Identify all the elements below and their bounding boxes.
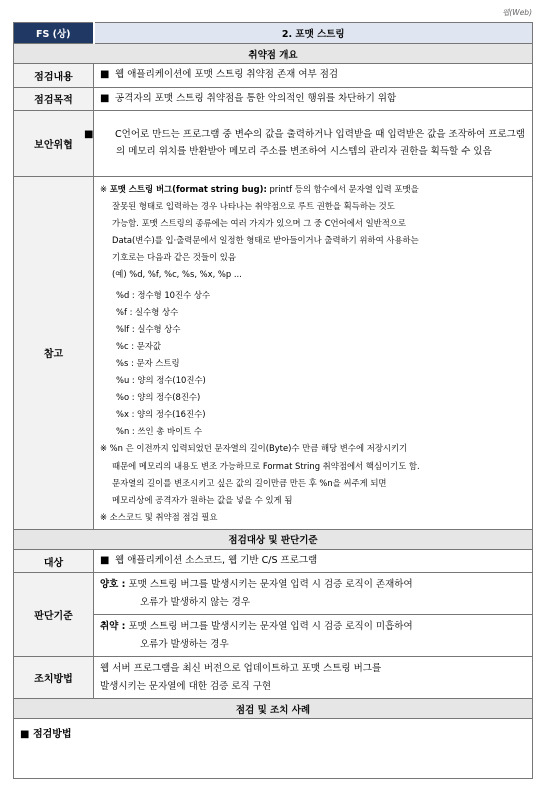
reference-cell <box>94 177 533 530</box>
content-label: 점검내용 <box>14 64 94 88</box>
format-specifier: %n : 쓰인 총 바이트 수 <box>116 426 203 437</box>
format-specifier: %c : 문자값 <box>116 340 161 351</box>
severity-code: FS (상) <box>14 23 94 44</box>
vulnerability-table <box>13 22 533 779</box>
format-specifier: %s : 문자 스트링 <box>116 357 180 368</box>
bullet-square-icon: ■ <box>100 92 110 104</box>
reference-note-line: ※ %n 은 이전까지 입력되었던 문자열의 길이(Byte)수 만큼 해당 변수에 저장시키기 <box>100 443 408 454</box>
reference-term: 포맷 스트링 버그(format string bug): <box>109 184 267 194</box>
reference-intro-line: 가능함. 포맷 스트링의 종류에는 여러 가지가 있으며 그 중 C언어에서 일반적으로 <box>112 218 407 229</box>
note-mark: ※ <box>100 184 110 194</box>
judgement-label: 판단기준 <box>14 573 94 657</box>
reference-intro-line: Data(변수)를 입·출력문에서 일정한 형태로 받아들이거나 출력하기 위하여 사용하는 <box>112 235 419 246</box>
reference-note-line: 메모리상에 공격자가 원하는 값을 넣을 수 있게 됨 <box>112 494 293 505</box>
reference-label: 참고 <box>14 177 94 530</box>
bullet-square-icon: ■ <box>20 729 30 741</box>
section-criteria: 점검대상 및 판단기준 <box>14 529 533 549</box>
target-text: 웹 애플리케이션 소스코드, 웹 기반 C/S 프로그램 <box>115 554 318 566</box>
action-label: 조치방법 <box>14 657 94 699</box>
judgement-good <box>94 573 533 615</box>
action-cell <box>94 657 533 699</box>
bullet-square-icon: ■ <box>84 129 94 140</box>
purpose-text: 공격자의 포맷 스트링 취약점을 통한 악의적인 행위를 차단하기 위함 <box>115 92 397 104</box>
purpose-cell <box>94 87 533 111</box>
judgement-bad <box>94 615 533 657</box>
good-text-cont: 오류가 발생하지 않는 경우 <box>140 596 251 608</box>
target-cell <box>94 549 533 573</box>
format-specifier: %o : 양의 정수(8진수) <box>116 392 201 403</box>
bad-text: 포맷 스트링 버그를 발생시키는 문자열 입력 시 검증 로직이 미흡하여 <box>125 621 413 633</box>
reference-last-line: ※ 소스코드 및 취약점 점검 필요 <box>100 511 218 522</box>
bullet-square-icon: ■ <box>100 554 110 566</box>
format-specifier: %f : 실수형 상수 <box>116 306 179 317</box>
page-tag: 웹(Web) <box>502 8 532 17</box>
format-specifier: %lf : 실수형 상수 <box>116 323 181 334</box>
threat-text: C언어로 만드는 프로그램 중 변수의 값을 출력하거나 입력받을 때 입력받은 값을 조작하여 프로그램의 메모리 위치를 반환받아 메모리 주소를 변조하여 시스템의 관리자 권한을 획득할 수 있음 <box>115 129 525 157</box>
target-label: 대상 <box>14 549 94 573</box>
bullet-square-icon: ■ <box>100 69 110 80</box>
action-line: 발생시키는 문자열에 대한 검증 로직 구현 <box>100 680 272 692</box>
format-specifier: %u : 양의 정수(10진수) <box>116 375 206 386</box>
method-title: 점검방법 <box>32 729 72 741</box>
good-key: 양호 : <box>100 579 126 591</box>
section-example: 점검 및 조치 사례 <box>14 699 533 719</box>
reference-intro-text: printf 등의 함수에서 문자열 입력 포맷을 <box>266 184 419 194</box>
reference-note-line: 문자열의 길이를 변조시키고 싶은 값의 길이만큼 만든 후 %n을 써주게 되면 <box>112 477 387 488</box>
format-specifier: %x : 양의 정수(16진수) <box>116 409 206 420</box>
item-title: 2. 포맷 스트링 <box>94 23 533 44</box>
threat-cell <box>84 111 533 177</box>
format-specifier: %d : 정수형 10진수 상수 <box>116 289 211 300</box>
reference-intro-line: 기호로는 다음과 같은 것들이 있음 <box>112 252 236 263</box>
reference-intro-line <box>100 181 526 198</box>
threat-label: 보안위협 <box>14 111 94 177</box>
content-cell <box>94 64 533 88</box>
content-text: 웹 애플리케이션에 포맷 스트링 취약점 존재 여부 점검 <box>115 69 339 80</box>
bad-text-cont: 오류가 발생하는 경우 <box>140 638 229 650</box>
reference-note-line: 때문에 메모리의 내용도 변조 가능하므로 Format String 취약점에서 핵심이기도 함. <box>112 460 420 471</box>
bad-key: 취약 : <box>100 621 126 633</box>
action-line: 웹 서버 프로그램을 최신 버전으로 업데이트하고 포맷 스트링 버그를 <box>100 663 382 675</box>
reference-example: (예) %d, %f, %c, %s, %x, %p ... <box>112 269 242 280</box>
reference-intro-line: 잘못된 형태로 입력하는 경우 나타나는 취약점으로 루트 권한을 획득하는 것도 <box>112 201 395 212</box>
section-overview: 취약점 개요 <box>14 44 533 64</box>
good-text: 포맷 스트링 버그를 발생시키는 문자열 입력 시 검증 로직이 존재하여 <box>125 579 413 591</box>
method-cell <box>14 719 533 779</box>
purpose-label: 점검목적 <box>14 87 94 111</box>
